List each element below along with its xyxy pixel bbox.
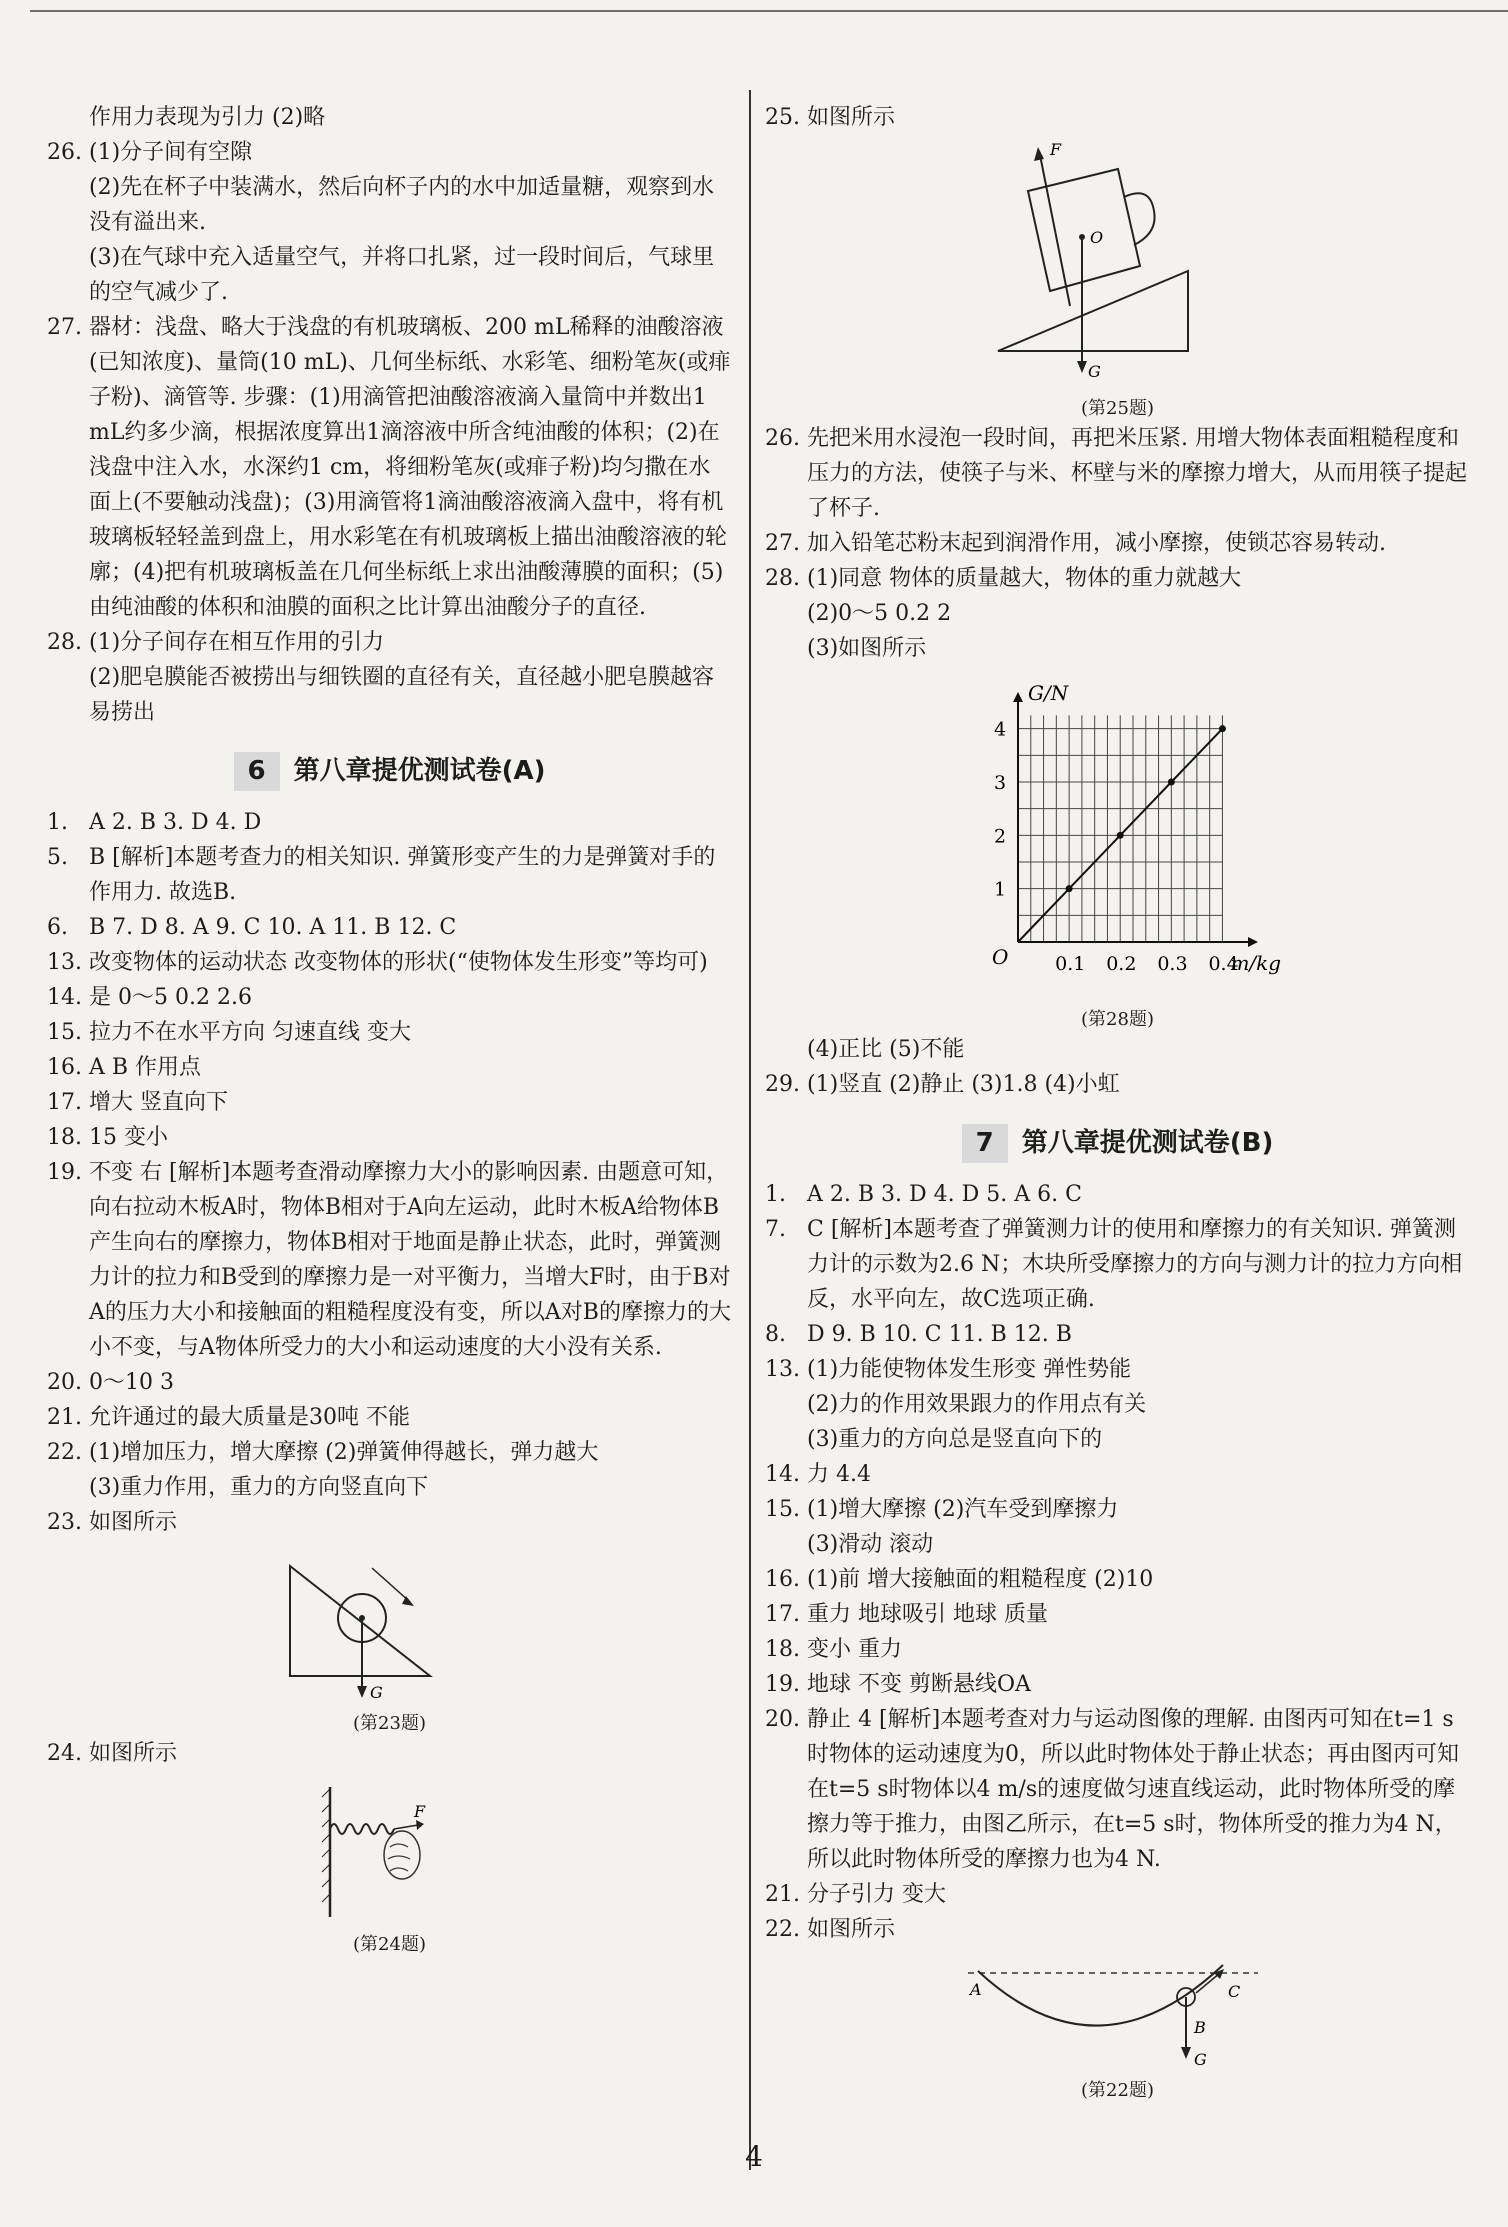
incline — [998, 271, 1188, 351]
force-arrow — [394, 1825, 418, 1829]
gravity-arrow-head — [1077, 361, 1087, 373]
answer-text: (4)正比 (5)不能 — [807, 1037, 965, 1062]
answer-item — [765, 1067, 1470, 1102]
answer-text: (2)先在杯子中装满水，然后向杯子内的水中加适量糖，观察到水没有溢出来. — [89, 175, 715, 235]
answer-item — [47, 910, 732, 945]
answer-item — [47, 100, 732, 135]
data-point — [1116, 832, 1123, 839]
answer-25-num: 25. — [765, 105, 800, 130]
section-7-header — [765, 1124, 1470, 1163]
answer-item — [47, 1120, 732, 1155]
answer-text: 重力 地球吸引 地球 质量 — [807, 1602, 1048, 1627]
support-force-arrow-head — [1034, 147, 1044, 161]
answer-number — [765, 596, 807, 631]
x-axis-label: m/kg — [1229, 951, 1281, 975]
motion-arrow — [372, 1568, 410, 1602]
answer-24-num: 24. — [47, 1741, 82, 1766]
answer-number: 8. — [765, 1322, 786, 1347]
answer-item — [765, 631, 1470, 666]
top-rule — [30, 10, 1508, 12]
answer-text: B 7. D 8. A 9. C 10. A 11. B 12. C — [89, 915, 457, 940]
answer-item — [765, 526, 1470, 561]
gravity-label: G — [369, 1683, 383, 1702]
gravity-arrow-head — [1181, 2047, 1191, 2059]
answer-item — [47, 1505, 732, 1540]
data-point — [1167, 779, 1174, 786]
force-arrow-head — [416, 1820, 424, 1830]
answer-number: 15. — [47, 1020, 82, 1045]
column-divider — [749, 90, 751, 2170]
answer-text: A 2. B 3. D 4. D 5. A 6. C — [807, 1182, 1082, 1207]
answer-item — [47, 840, 732, 910]
answer-number — [765, 1387, 807, 1422]
answer-text: 地球 不变 剪断悬线OA — [807, 1672, 1031, 1697]
answer-item — [765, 1457, 1470, 1492]
answer-item — [47, 945, 732, 980]
figure-22 — [958, 1953, 1278, 2073]
answer-item — [765, 596, 1470, 631]
answer-number — [47, 100, 89, 135]
answer-number — [47, 240, 89, 310]
answer-text: 拉力不在水平方向 匀速直线 变大 — [89, 1020, 411, 1045]
hand — [384, 1831, 420, 1879]
center-label: O — [1089, 228, 1103, 247]
answer-text: B [解析]本题考查力的相关知识. 弹簧形变产生的力是弹簧对手的作用力. 故选B. — [89, 845, 716, 905]
figure-23 — [260, 1546, 520, 1706]
answer-text: (1)增加压力，增大摩擦 (2)弹簧伸得越长，弹力越大 — [89, 1440, 599, 1465]
motion-arrow-head — [402, 1596, 414, 1606]
support-force-label: F — [1049, 141, 1061, 159]
answer-text: (2)肥皂膜能否被捞出与细铁圈的直径有关，直径越小肥皂膜越容易捞出 — [89, 665, 715, 725]
answer-text: 是 0～5 0.2 2.6 — [89, 985, 252, 1010]
answer-text: 力 4.4 — [807, 1462, 871, 1487]
answer-number: 19. — [765, 1672, 800, 1697]
x-tick-label: 0.4 — [1207, 953, 1239, 975]
answer-text: 器材：浅盘、略大于浅盘的有机玻璃板、200 mL稀释的油酸溶液(已知浓度)、量筒(10 mL)、几何坐标纸、水彩笔、细粉笔灰(或痱子粉)、滴管等. 步骤：(1)用滴管把油酸溶液滴入量筒中并数出1 mL约多少滴，根据浓度算出1滴溶液中所含纯油酸的体积；(2)在浅盘中注入水，水深约1 cm，将细粉笔灰(或痱子粉)均匀撒在水面上(不要触动浅盘)；(3)用滴管将1滴油酸溶液滴入盘中，将有机玻璃板轻轻盖到盘上，用水彩笔在有机玻璃板上描出油酸溶液的轮廓；(4)把有机玻璃板盖在几何坐标纸上求出油酸薄膜的面积；(5)由纯油酸的体积和油膜的面积之比计算出油酸分子的直径. — [89, 315, 731, 620]
answer-text: (3)滑动 滚动 — [807, 1532, 934, 1557]
tension-arrow — [1196, 1973, 1220, 1993]
answer-text: 如图所示 — [807, 1917, 896, 1942]
answer-item — [765, 1317, 1470, 1352]
answer-text: 分子引力 变大 — [807, 1882, 946, 1907]
answer-text: C [解析]本题考查了弹簧测力计的使用和摩擦力的有关知识. 弹簧测力计的示数为2.6 N；木块所受摩擦力的方向与测力计的拉力方向相反，水平向左，故C选项正确. — [807, 1217, 1463, 1312]
answer-item — [47, 240, 732, 310]
answer-number: 20. — [765, 1707, 800, 1732]
answer-24 — [47, 1736, 732, 1771]
answer-item — [47, 1155, 732, 1365]
answer-text: (3)在气球中充入适量空气，并将口扎紧，过一段时间后，气球里的空气减少了. — [89, 245, 715, 305]
answer-text: (1)力能使物体发生形变 弹性势能 — [807, 1357, 1132, 1382]
gravity-arrow-head — [357, 1686, 367, 1698]
answer-item — [765, 1597, 1470, 1632]
answer-number: 5. — [47, 845, 68, 870]
answer-24-text: 如图所示 — [89, 1741, 178, 1766]
answer-text: D 9. B 10. C 11. B 12. B — [807, 1322, 1072, 1347]
answer-item — [765, 561, 1470, 596]
answer-25-text: 如图所示 — [807, 105, 896, 130]
force-label: F — [413, 1802, 425, 1821]
answer-text: (1)分子间存在相互作用的引力 — [89, 630, 385, 655]
answer-number — [765, 1527, 807, 1562]
answer-number: 15. — [765, 1497, 800, 1522]
answer-number — [47, 170, 89, 240]
answer-text: A B 作用点 — [89, 1055, 202, 1080]
answer-text: 增大 竖直向下 — [89, 1090, 228, 1115]
answer-25 — [765, 100, 1470, 135]
answer-text: 允许通过的最大质量是30吨 不能 — [89, 1405, 410, 1430]
answer-number: 6. — [47, 915, 68, 940]
right-column — [765, 100, 1470, 2103]
answer-number — [47, 1470, 89, 1505]
answer-number: 13. — [765, 1357, 800, 1382]
answer-item — [47, 660, 732, 730]
answer-text: 变小 重力 — [807, 1637, 902, 1662]
left-items — [47, 100, 732, 730]
answer-item — [765, 1912, 1470, 1947]
answer-text: 作用力表现为引力 (2)略 — [89, 105, 326, 130]
section-7-title: 第八章提优测试卷(B) — [1021, 1128, 1274, 1158]
answer-item — [47, 310, 732, 625]
gravity-label: G — [1087, 362, 1101, 381]
cup — [1028, 169, 1140, 291]
section-6-answers — [47, 805, 732, 1540]
answer-item — [765, 1527, 1470, 1562]
x-axis-arrow — [1248, 937, 1258, 947]
y-tick-label: 4 — [993, 718, 1006, 741]
figure-24-caption: (第24题) — [353, 1934, 426, 1955]
answer-item — [47, 135, 732, 170]
answer-item — [47, 1435, 732, 1470]
answer-number: 1. — [47, 810, 68, 835]
point-b-label: B — [1193, 2018, 1206, 2037]
answer-number: 7. — [765, 1217, 786, 1242]
left-column — [47, 100, 732, 1957]
gravity-label: G — [1193, 2050, 1207, 2069]
answer-number: 17. — [765, 1602, 800, 1627]
answer-item — [47, 980, 732, 1015]
answer-text: 不变 右 [解析]本题考查滑动摩擦力大小的影响因素. 由题意可知，向右拉动木板A时，物体B相对于A向左运动，此时木板A给物体B产生向右的摩擦力，物体B相对于地面是静止状态，此时，弹簧测力计的拉力和B受到的摩擦力是一对平衡力，当增大F时，由于B对A的压力大小和接触面的粗糙程度没有变，所以A对B的摩擦力的大小不变，与A物体所受力的大小和运动速度的大小没有关系. — [89, 1160, 731, 1360]
answer-text: 0～10 3 — [89, 1370, 174, 1395]
answer-number: 23. — [47, 1510, 82, 1535]
answer-number: 21. — [765, 1882, 800, 1907]
figure-23-caption: (第23题) — [353, 1713, 426, 1734]
y-tick-label: 3 — [993, 772, 1006, 794]
section-7-answers — [765, 1177, 1470, 1947]
answer-item — [765, 1562, 1470, 1597]
figure-28-chart — [948, 672, 1288, 1002]
figure-24 — [290, 1777, 490, 1927]
answer-number: 14. — [765, 1462, 800, 1487]
answer-text: 静止 4 [解析]本题考查对力与运动图像的理解. 由图丙可知在t=1 s时物体的运动速度为0，所以此时物体处于静止状态；再由图丙可知在t=5 s时物体以4 m/s的速度做匀速直线运动，此时物体所受的摩擦力等于推力，由图乙所示，在t=5 s时，物体所受的推力为4 N，所以此时物体所受的摩擦力也为4 N. — [807, 1707, 1459, 1872]
answer-text: (1)分子间有空隙 — [89, 140, 253, 165]
answer-text: 先把米用水浸泡一段时间，再把米压紧. 用增大物体表面粗糙程度和压力的方法，使筷子与米、杯壁与米的摩擦力增大，从而用筷子提起了杯子. — [807, 426, 1468, 521]
section-7-number: 7 — [962, 1124, 1008, 1163]
incline-triangle — [290, 1566, 430, 1676]
answer-number: 1. — [765, 1182, 786, 1207]
x-tick-label: 0.2 — [1105, 953, 1136, 975]
answer-number: 19. — [47, 1160, 82, 1185]
support-force-arrow — [1040, 155, 1070, 306]
answer-number: 27. — [765, 531, 800, 556]
answer-item — [765, 1032, 1470, 1067]
answer-item — [47, 1085, 732, 1120]
answer-item — [47, 1015, 732, 1050]
section-6-header — [47, 752, 732, 791]
answer-number — [765, 1422, 807, 1457]
answer-item — [47, 1400, 732, 1435]
answer-item — [47, 1365, 732, 1400]
answer-number: 26. — [47, 140, 82, 165]
answer-text: (1)增大摩擦 (2)汽车受到摩擦力 — [807, 1497, 1119, 1522]
answer-text: (3)重力作用，重力的方向竖直向下 — [89, 1475, 429, 1500]
answer-item — [765, 1422, 1470, 1457]
answer-number: 13. — [47, 950, 82, 975]
figure-25 — [988, 141, 1248, 391]
y-axis-arrow — [1013, 692, 1023, 702]
fingers — [388, 1844, 410, 1871]
answer-item — [47, 170, 732, 240]
right-items — [765, 421, 1470, 666]
answer-number: 28. — [765, 566, 800, 591]
answer-item — [765, 1667, 1470, 1702]
answer-item — [765, 421, 1470, 526]
answer-item — [765, 1702, 1470, 1877]
answer-item — [765, 1492, 1470, 1527]
answer-item — [765, 1387, 1470, 1422]
answer-text: (1)同意 物体的质量越大，物体的重力就越大 — [807, 566, 1242, 591]
answer-number: 22. — [47, 1440, 82, 1465]
section-6-number: 6 — [234, 752, 280, 791]
answer-number: 16. — [765, 1567, 800, 1592]
x-tick-label: 0.3 — [1156, 953, 1188, 975]
figure-25-caption: (第25题) — [1081, 398, 1154, 419]
answer-item — [47, 1050, 732, 1085]
answer-item — [765, 1877, 1470, 1912]
right-items-after-28 — [765, 1032, 1470, 1102]
answer-text: 加入铅笔芯粉末起到润滑作用，减小摩擦，使锁芯容易转动. — [807, 531, 1386, 556]
answer-number: 27. — [47, 315, 82, 340]
answer-number — [765, 631, 807, 666]
answer-number: 18. — [765, 1637, 800, 1662]
y-tick-label: 1 — [993, 878, 1006, 901]
answer-number: 29. — [765, 1072, 800, 1097]
spring — [330, 1824, 394, 1834]
answer-number — [765, 1032, 807, 1067]
data-point — [1065, 885, 1072, 892]
data-point — [1218, 725, 1225, 732]
answer-text: 如图所示 — [89, 1510, 178, 1535]
origin-label: O — [991, 945, 1008, 969]
answer-text: A 2. B 3. D 4. D — [89, 810, 262, 835]
point-a-label: A — [969, 1980, 982, 1999]
page-number: 4 — [745, 2140, 763, 2173]
answer-text: (3)如图所示 — [807, 636, 927, 661]
point-c-label: C — [1227, 1982, 1240, 2001]
answer-number — [47, 660, 89, 730]
y-axis-label: G/N — [1027, 681, 1068, 705]
answer-item — [47, 625, 732, 660]
answer-text: (1)前 增大接触面的粗糙程度 (2)10 — [807, 1567, 1154, 1592]
answer-number: 26. — [765, 426, 800, 451]
answer-item — [47, 805, 732, 840]
answer-number: 20. — [47, 1370, 82, 1395]
answer-text: 改变物体的运动状态 改变物体的形状(“使物体发生形变”等均可) — [89, 950, 708, 975]
answer-number: 28. — [47, 630, 82, 655]
answer-text: (2)0～5 0.2 2 — [807, 601, 952, 626]
answer-number: 17. — [47, 1090, 82, 1115]
answer-item — [765, 1352, 1470, 1387]
figure-28-caption: (第28题) — [1081, 1009, 1154, 1030]
answer-text: 15 变小 — [89, 1125, 168, 1150]
figure-22-caption: (第22题) — [1081, 2080, 1154, 2101]
answer-number: 14. — [47, 985, 82, 1010]
answer-number: 22. — [765, 1917, 800, 1942]
answer-text: (2)力的作用效果跟力的作用点有关 — [807, 1392, 1147, 1417]
y-tick-label: 2 — [993, 825, 1006, 848]
section-6-title: 第八章提优测试卷(A) — [293, 756, 546, 786]
answer-text: (1)竖直 (2)静止 (3)1.8 (4)小虹 — [807, 1072, 1120, 1097]
answer-item — [47, 1470, 732, 1505]
answer-item — [765, 1212, 1470, 1317]
x-tick-label: 0.1 — [1054, 953, 1085, 975]
answer-number: 16. — [47, 1055, 82, 1080]
answer-item — [765, 1632, 1470, 1667]
answer-item — [765, 1177, 1470, 1212]
answer-number: 21. — [47, 1405, 82, 1430]
answer-number: 18. — [47, 1125, 82, 1150]
answer-text: (3)重力的方向总是竖直向下的 — [807, 1427, 1103, 1452]
